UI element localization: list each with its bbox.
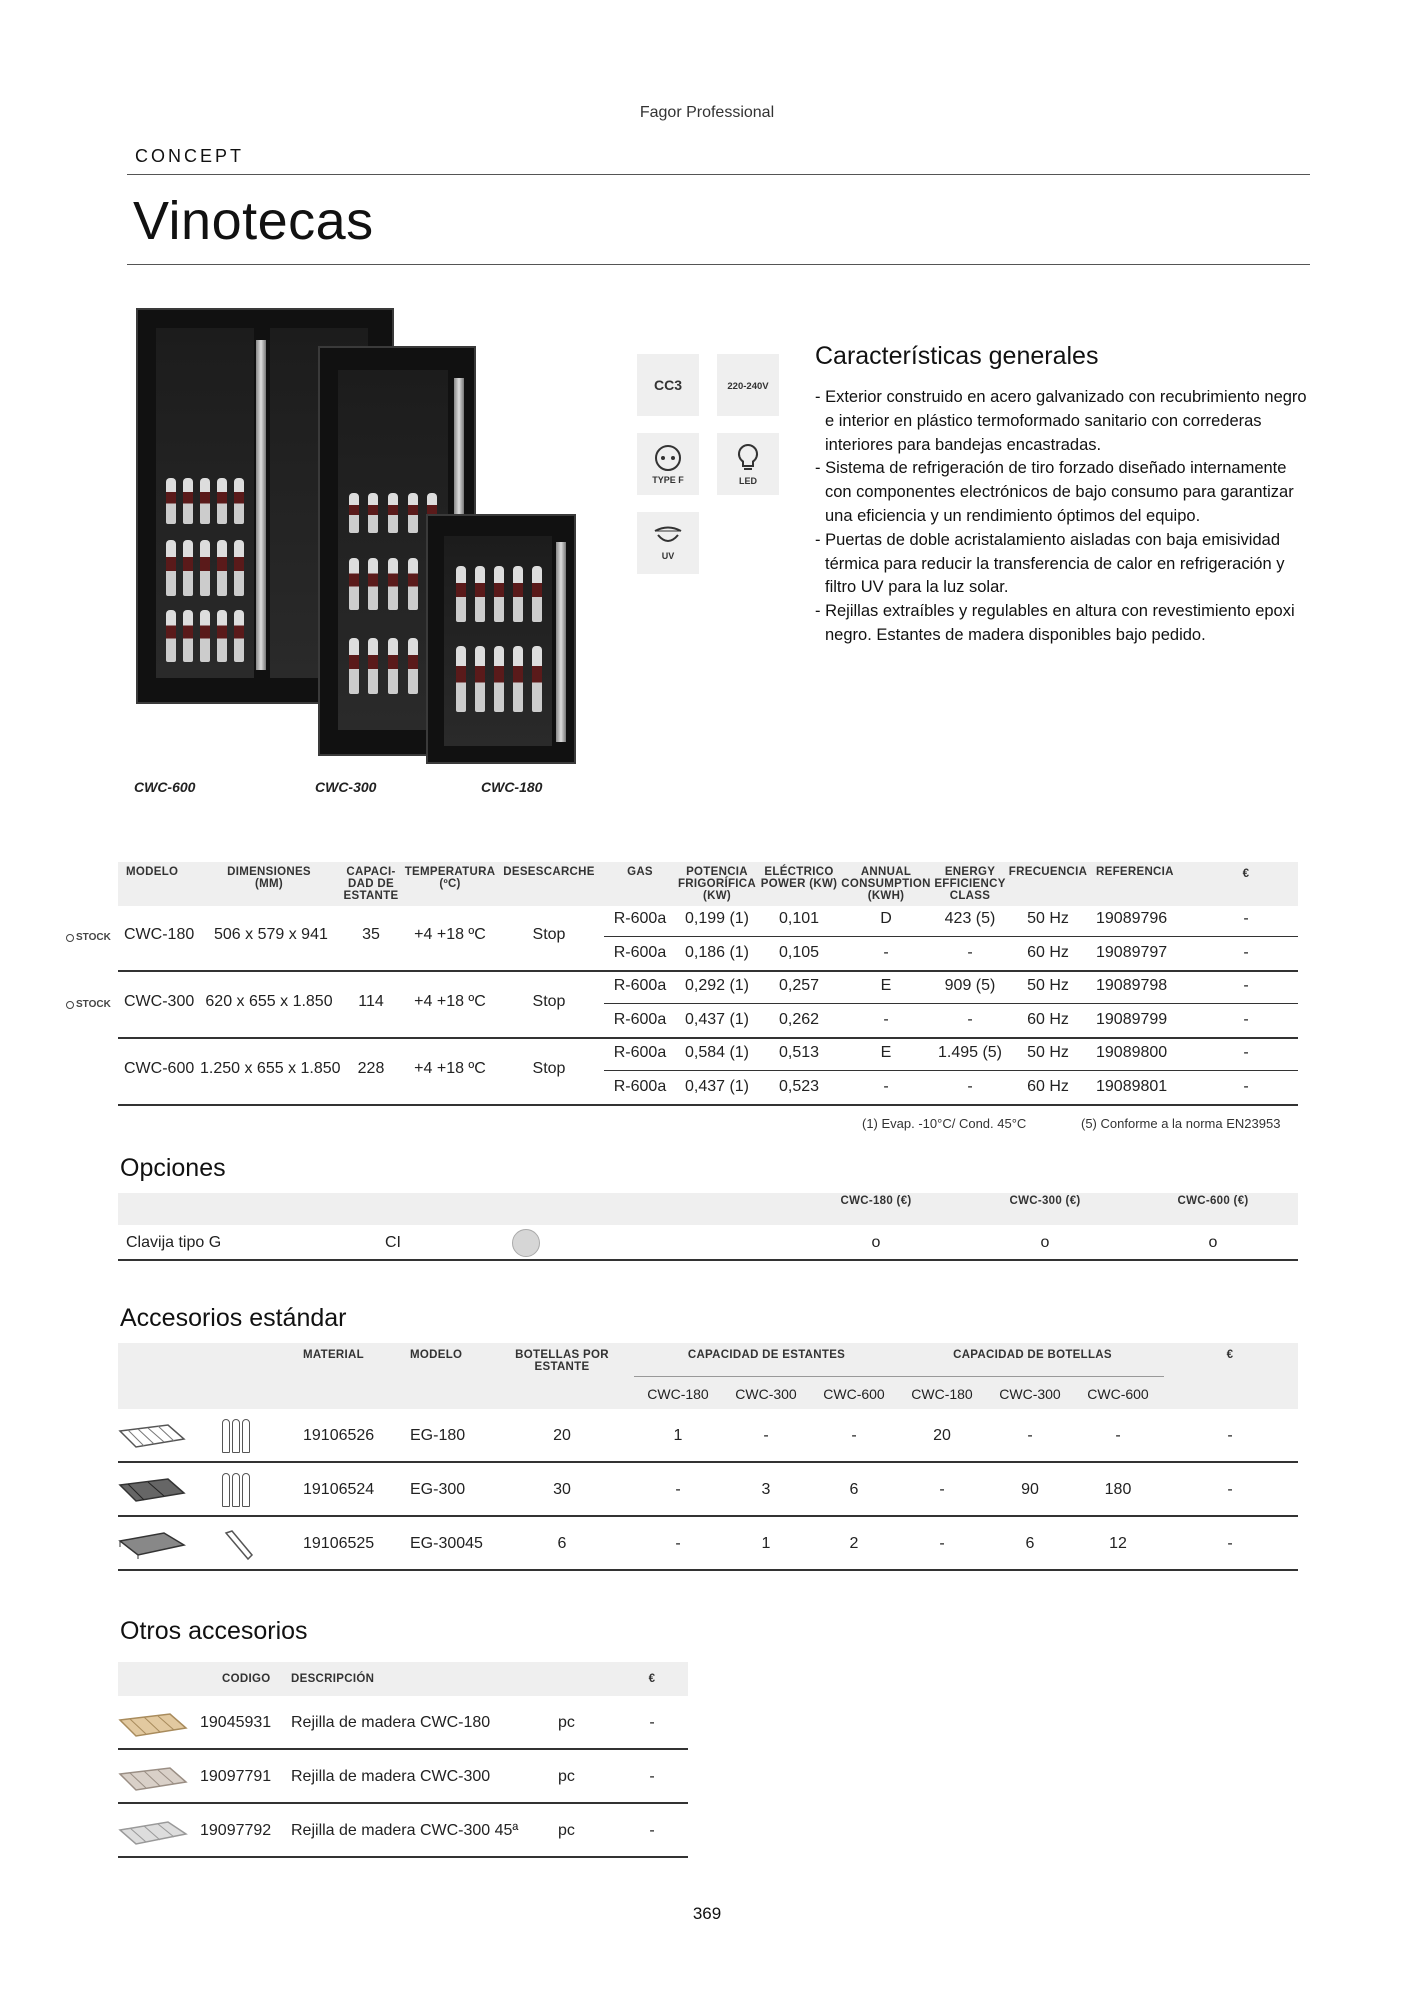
wire-shelf-icon <box>118 1421 186 1451</box>
cell-price: - <box>1243 977 1249 994</box>
cell-val: 2 <box>849 1535 859 1552</box>
th-botellas: BOTELLAS POR ESTANTE <box>515 1349 609 1373</box>
footnote-5: (5) Conforme a la norma EN23953 <box>1081 1116 1281 1131</box>
cell-ene: - <box>967 944 973 961</box>
cell-descripcion: Rejilla de madera CWC-300 <box>291 1768 491 1785</box>
cell-pot: 0,437 (1) <box>684 1011 750 1028</box>
cell-temp: +4 +18 ºC <box>414 926 486 943</box>
title-rule <box>127 264 1310 265</box>
product-image <box>130 300 590 780</box>
wood-shelf-icon <box>118 1818 188 1848</box>
th-frecuencia: FRECUENCIA <box>1008 866 1088 878</box>
cell-val: 90 <box>1021 1481 1039 1498</box>
cell-modelo: CWC-300 <box>124 993 195 1010</box>
option-value: o <box>1208 1234 1218 1251</box>
th-cap-estantes: CAPACIDAD DE ESTANTES <box>687 1349 846 1361</box>
caption-cwc-300: CWC-300 <box>315 779 377 795</box>
cell-freq: 60 Hz <box>1027 1011 1069 1028</box>
cell-ref: 19089801 <box>1096 1078 1168 1095</box>
cell-gas: R-600a <box>613 1078 667 1095</box>
cell-val: - <box>675 1481 681 1498</box>
cell-price: - <box>649 1822 655 1839</box>
th-electrico: ELÉCTRICO POWER (KW) <box>760 866 838 890</box>
table-row <box>0 1409 1414 1463</box>
cell-price: - <box>649 1714 655 1731</box>
th-referencia: REFERENCIA <box>1096 866 1174 878</box>
th-dimensiones: DIMENSIONES (MM) <box>227 866 311 890</box>
cell-price: - <box>1227 1481 1233 1498</box>
opciones-title: Opciones <box>120 1154 226 1182</box>
cell-des: Stop <box>532 1060 566 1077</box>
cell-material: 19106526 <box>303 1427 375 1444</box>
cell-ann: E <box>880 977 892 994</box>
th-cap-botellas: CAPACIDAD DE BOTELLAS <box>953 1349 1112 1361</box>
cell-val: - <box>939 1481 945 1498</box>
footnote-1: (1) Evap. -10°C/ Cond. 45°C <box>862 1116 1027 1131</box>
th-opt-cwc300: CWC-300 (€) <box>1009 1195 1081 1207</box>
th-sub: CWC-600 <box>1087 1386 1149 1402</box>
cell-ene: 423 (5) <box>944 910 996 927</box>
stock-badge: STOCK <box>66 932 111 943</box>
wire-shelf-icon <box>118 1475 186 1505</box>
feature-item: - Rejillas extraíbles y regulables en altura con revestimiento epoxi negro. Estantes de madera disponibles bajo pedido. <box>815 602 1295 644</box>
caption-cwc-180: CWC-180 <box>481 779 543 795</box>
cell-pot: 0,437 (1) <box>684 1078 750 1095</box>
cc3-badge: CC3 <box>637 354 699 416</box>
bottles-icon <box>222 1419 250 1453</box>
socket-type-f-icon: TYPE F <box>637 433 699 495</box>
cell-botellas: 30 <box>553 1481 571 1498</box>
cell-gas: R-600a <box>613 910 667 927</box>
cell-ref: 19089800 <box>1096 1044 1168 1061</box>
cell-gas: R-600a <box>613 1011 667 1028</box>
wire-shelf-icon <box>118 1529 186 1559</box>
cell-material: 19106525 <box>303 1535 375 1552</box>
th-energy: ENERGY EFFICIENCY CLASS <box>934 866 1006 902</box>
option-value: o <box>871 1234 881 1251</box>
cell-val: - <box>939 1535 945 1552</box>
fridge-cwc-180 <box>426 514 576 764</box>
cell-val: 180 <box>1104 1481 1132 1498</box>
cell-val: - <box>851 1427 857 1444</box>
cell-ele: 0,257 <box>778 977 820 994</box>
stock-badge: STOCK <box>66 999 111 1010</box>
cell-val: 1 <box>761 1535 771 1552</box>
cell-ann: - <box>883 1011 889 1028</box>
cell-ref: 19089799 <box>1096 1011 1168 1028</box>
cell-ele: 0,262 <box>778 1011 820 1028</box>
cell-price: - <box>1227 1535 1233 1552</box>
header-rule <box>127 174 1310 175</box>
cell-val: 6 <box>849 1481 859 1498</box>
th-otros-euro: € <box>648 1673 656 1685</box>
cell-cap: 114 <box>358 993 384 1010</box>
cell-pot: 0,199 (1) <box>684 910 750 927</box>
option-code: CI <box>385 1234 401 1251</box>
th-acc-euro: € <box>1226 1349 1234 1361</box>
th-annual: ANNUAL CONSUMPTION (KWH) <box>841 866 931 902</box>
cell-ref: 19089798 <box>1096 977 1168 994</box>
cell-val: 3 <box>761 1481 771 1498</box>
cell-acc-modelo: EG-180 <box>410 1427 466 1444</box>
th-sub: CWC-180 <box>647 1386 709 1402</box>
cell-val: - <box>763 1427 769 1444</box>
cell-gas: R-600a <box>613 944 667 961</box>
cell-dim: 506 x 579 x 941 <box>214 926 328 943</box>
table-group <box>0 904 1414 972</box>
cell-ele: 0,105 <box>778 944 820 961</box>
cell-pot: 0,186 (1) <box>684 944 750 961</box>
cell-ele: 0,523 <box>778 1078 820 1095</box>
th-temperatura: TEMPERATURA (ºC) <box>404 866 496 890</box>
uv-glass-icon: UV <box>637 512 699 574</box>
cell-val: - <box>1115 1427 1121 1444</box>
cell-price: - <box>1227 1427 1233 1444</box>
voltage-badge: 220-240V <box>717 354 779 416</box>
table-row <box>0 1517 1414 1571</box>
cell-descripcion: Rejilla de madera CWC-300 45ª <box>291 1822 519 1839</box>
section-label: CONCEPT <box>135 146 245 166</box>
cell-ene: - <box>967 1011 973 1028</box>
cell-ene: 909 (5) <box>944 977 996 994</box>
feature-item: - Sistema de refrigeración de tiro forzado diseñado internamente con componentes electrónicos de bajo consumo para garantizar una eficiencia y un rendimiento óptimos del equipo. <box>815 459 1294 525</box>
cell-codigo: 19045931 <box>200 1714 272 1731</box>
option-name: Clavija tipo G <box>126 1234 222 1251</box>
cell-modelo: CWC-180 <box>124 926 195 943</box>
th-potencia: POTENCIA FRIGORÍFICA (KW) <box>677 866 757 902</box>
cell-ele: 0,513 <box>778 1044 820 1061</box>
cell-temp: +4 +18 ºC <box>414 993 486 1010</box>
cell-price: - <box>1243 944 1249 961</box>
cell-price: - <box>649 1768 655 1785</box>
cell-ann: E <box>880 1044 892 1061</box>
th-sub: CWC-300 <box>999 1386 1061 1402</box>
cell-freq: 60 Hz <box>1027 944 1069 961</box>
cell-acc-modelo: EG-30045 <box>410 1535 483 1552</box>
cell-unit: pc <box>558 1768 575 1785</box>
feature-item: - Puertas de doble acristalamiento aisladas con baja emisividad térmica para reducir la transferencia de calor en refrigeración y filtro UV para la luz solar. <box>815 530 1285 597</box>
cell-ene: 1.495 (5) <box>937 1044 1003 1061</box>
caption-cwc-600: CWC-600 <box>134 779 196 795</box>
cell-modelo: CWC-600 <box>124 1060 195 1077</box>
cell-price: - <box>1243 1011 1249 1028</box>
th-sub: CWC-300 <box>735 1386 797 1402</box>
th-capacidad: CAPACI- DAD DE ESTANTE <box>343 866 399 902</box>
cell-val: - <box>1027 1427 1033 1444</box>
accesorios-title: Accesorios estándar <box>120 1304 347 1332</box>
th-acc-modelo: MODELO <box>410 1349 463 1361</box>
cell-dim: 620 x 655 x 1.850 <box>205 993 333 1010</box>
feature-item: - Exterior construido en acero galvanizado con recubrimiento negro e interior en plástico termoformado sanitario con correderas interiores para bandejas encastradas. <box>815 388 1307 454</box>
cell-descripcion: Rejilla de madera CWC-180 <box>291 1714 491 1731</box>
wood-shelf-icon <box>118 1764 188 1794</box>
th-codigo: CODIGO <box>222 1673 271 1685</box>
cell-unit: pc <box>558 1822 575 1839</box>
cell-val: 1 <box>673 1427 683 1444</box>
cell-pot: 0,584 (1) <box>684 1044 750 1061</box>
cell-val: 6 <box>1025 1535 1035 1552</box>
opciones-header-bar <box>118 1193 1298 1225</box>
plug-icon <box>512 1229 540 1257</box>
th-descripcion: DESCRIPCIÓN <box>291 1673 375 1685</box>
cell-ann: D <box>880 910 892 927</box>
cell-codigo: 19097791 <box>200 1768 272 1785</box>
option-value: o <box>1040 1234 1050 1251</box>
cell-val: 20 <box>933 1427 951 1444</box>
table-group <box>0 971 1414 1039</box>
page-title: Vinotecas <box>133 191 374 251</box>
cell-botellas: 20 <box>553 1427 571 1444</box>
th-sub: CWC-600 <box>823 1386 885 1402</box>
table-row <box>0 1804 700 1858</box>
cell-val: 12 <box>1109 1535 1127 1552</box>
cell-codigo: 19097792 <box>200 1822 272 1839</box>
cell-botellas: 6 <box>557 1535 567 1552</box>
th-modelo: MODELO <box>126 866 179 878</box>
otros-title: Otros accesorios <box>120 1617 308 1645</box>
cell-gas: R-600a <box>613 977 667 994</box>
cell-dim: 1.250 x 655 x 1.850 <box>200 1060 341 1077</box>
cell-unit: pc <box>558 1714 575 1731</box>
th-sub: CWC-180 <box>911 1386 973 1402</box>
th-opt-cwc600: CWC-600 (€) <box>1177 1195 1249 1207</box>
cell-ref: 19089797 <box>1096 944 1168 961</box>
cell-price: - <box>1243 910 1249 927</box>
cell-ref: 19089796 <box>1096 910 1168 927</box>
features-title: Características generales <box>815 342 1099 370</box>
cell-temp: +4 +18 ºC <box>414 1060 486 1077</box>
th-gas: GAS <box>627 866 653 878</box>
cell-pot: 0,292 (1) <box>684 977 750 994</box>
cell-freq: 60 Hz <box>1027 1078 1069 1095</box>
led-bulb-icon: LED <box>717 433 779 495</box>
th-euro: € <box>1242 868 1250 880</box>
cell-gas: R-600a <box>613 1044 667 1061</box>
th-material: MATERIAL <box>303 1349 364 1361</box>
cell-price: - <box>1243 1044 1249 1061</box>
cell-des: Stop <box>532 926 566 943</box>
page-number: 369 <box>692 1904 722 1923</box>
brand-name: Fagor Professional <box>639 104 775 121</box>
cell-cap: 35 <box>362 926 380 943</box>
cell-freq: 50 Hz <box>1027 1044 1069 1061</box>
cell-freq: 50 Hz <box>1027 910 1069 927</box>
cell-material: 19106524 <box>303 1481 375 1498</box>
cell-freq: 50 Hz <box>1027 977 1069 994</box>
cell-acc-modelo: EG-300 <box>410 1481 466 1498</box>
bottle-icon <box>222 1529 256 1561</box>
cell-des: Stop <box>532 993 566 1010</box>
table-row <box>0 1750 700 1804</box>
cell-ann: - <box>883 944 889 961</box>
table-row <box>0 1696 700 1750</box>
otros-header-bar <box>118 1662 688 1696</box>
cell-val: - <box>675 1535 681 1552</box>
table-row <box>0 1463 1414 1517</box>
table-group <box>0 1038 1414 1106</box>
th-opt-cwc180: CWC-180 (€) <box>840 1195 912 1207</box>
bottles-icon <box>222 1473 250 1507</box>
cell-ele: 0,101 <box>778 910 820 927</box>
cell-cap: 228 <box>357 1060 385 1077</box>
wood-shelf-icon <box>118 1710 188 1740</box>
cell-price: - <box>1243 1078 1249 1095</box>
cell-ene: - <box>967 1078 973 1095</box>
features-list <box>815 386 1315 648</box>
th-desescarche: DESESCARCHE <box>503 866 595 878</box>
cell-ann: - <box>883 1078 889 1095</box>
